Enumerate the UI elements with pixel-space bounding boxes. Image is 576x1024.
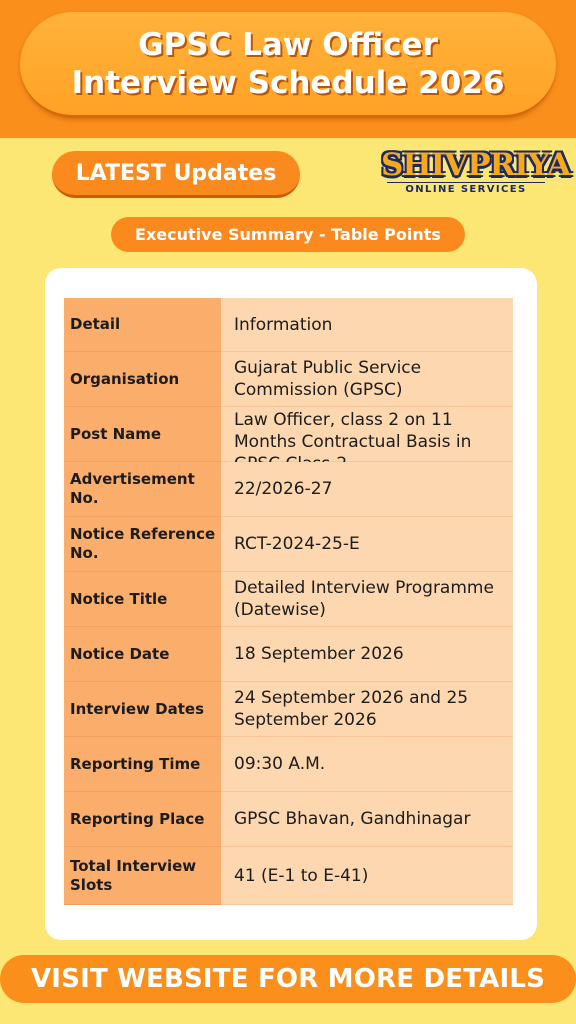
table-row: [64, 627, 513, 682]
table-row: [64, 352, 513, 407]
row-label: Reporting Place: [64, 792, 221, 847]
row-label: Notice Title: [64, 572, 221, 627]
table-row: [64, 462, 513, 517]
table-row: [64, 517, 513, 572]
shivpriya-logo: [381, 147, 571, 197]
executive-summary-badge: Executive Summary - Table Points: [111, 217, 465, 252]
page-title: [72, 26, 505, 102]
visit-website-banner[interactable]: VISIT WEBSITE FOR MORE DETAILS: [0, 955, 576, 1003]
row-label: Interview Dates: [64, 682, 221, 737]
logo-tagline: ONLINE SERVICES: [387, 182, 545, 194]
row-label: Advertisement No.: [64, 462, 221, 517]
title-banner: [20, 12, 556, 118]
table-row: [64, 737, 513, 792]
table-row: [64, 847, 513, 905]
latest-updates-badge: LATEST Updates: [52, 151, 300, 198]
row-value: RCT-2024-25-E: [221, 517, 513, 572]
summary-table: [64, 298, 513, 905]
logo-brand-text: SHIVPRIYA: [381, 147, 571, 183]
table-row: [64, 792, 513, 847]
row-label: Total Interview Slots: [64, 847, 221, 905]
title-line-2: Interview Schedule 2026: [71, 64, 505, 101]
row-value: 22/2026-27: [221, 462, 513, 517]
row-value: GPSC Bhavan, Gandhinagar: [221, 792, 513, 847]
table-row: [64, 682, 513, 737]
row-value: 24 September 2026 and 25 September 2026: [221, 682, 513, 737]
row-label: Notice Reference No.: [64, 517, 221, 572]
row-value: 18 September 2026: [221, 627, 513, 682]
row-value: Law Officer, class 2 on 11 Months Contractual Basis in: [221, 407, 513, 462]
table-row: [64, 572, 513, 627]
row-value: 09:30 A.M.: [221, 737, 513, 792]
row-label: Detail: [64, 298, 221, 352]
table-row: [64, 407, 513, 462]
row-label: Notice Date: [64, 627, 221, 682]
row-label: Organisation: [64, 352, 221, 407]
row-value: Detailed Interview Programme (Datewise): [221, 572, 513, 627]
row-label: Reporting Time: [64, 737, 221, 792]
row-value: Information: [221, 298, 513, 352]
row-value: 41 (E-1 to E-41): [221, 847, 513, 905]
title-line-1: GPSC Law Officer: [138, 26, 438, 63]
row-value: Gujarat Public Service Commission (GPSC): [221, 352, 513, 407]
row-label: Post Name: [64, 407, 221, 462]
table-row: [64, 298, 513, 352]
